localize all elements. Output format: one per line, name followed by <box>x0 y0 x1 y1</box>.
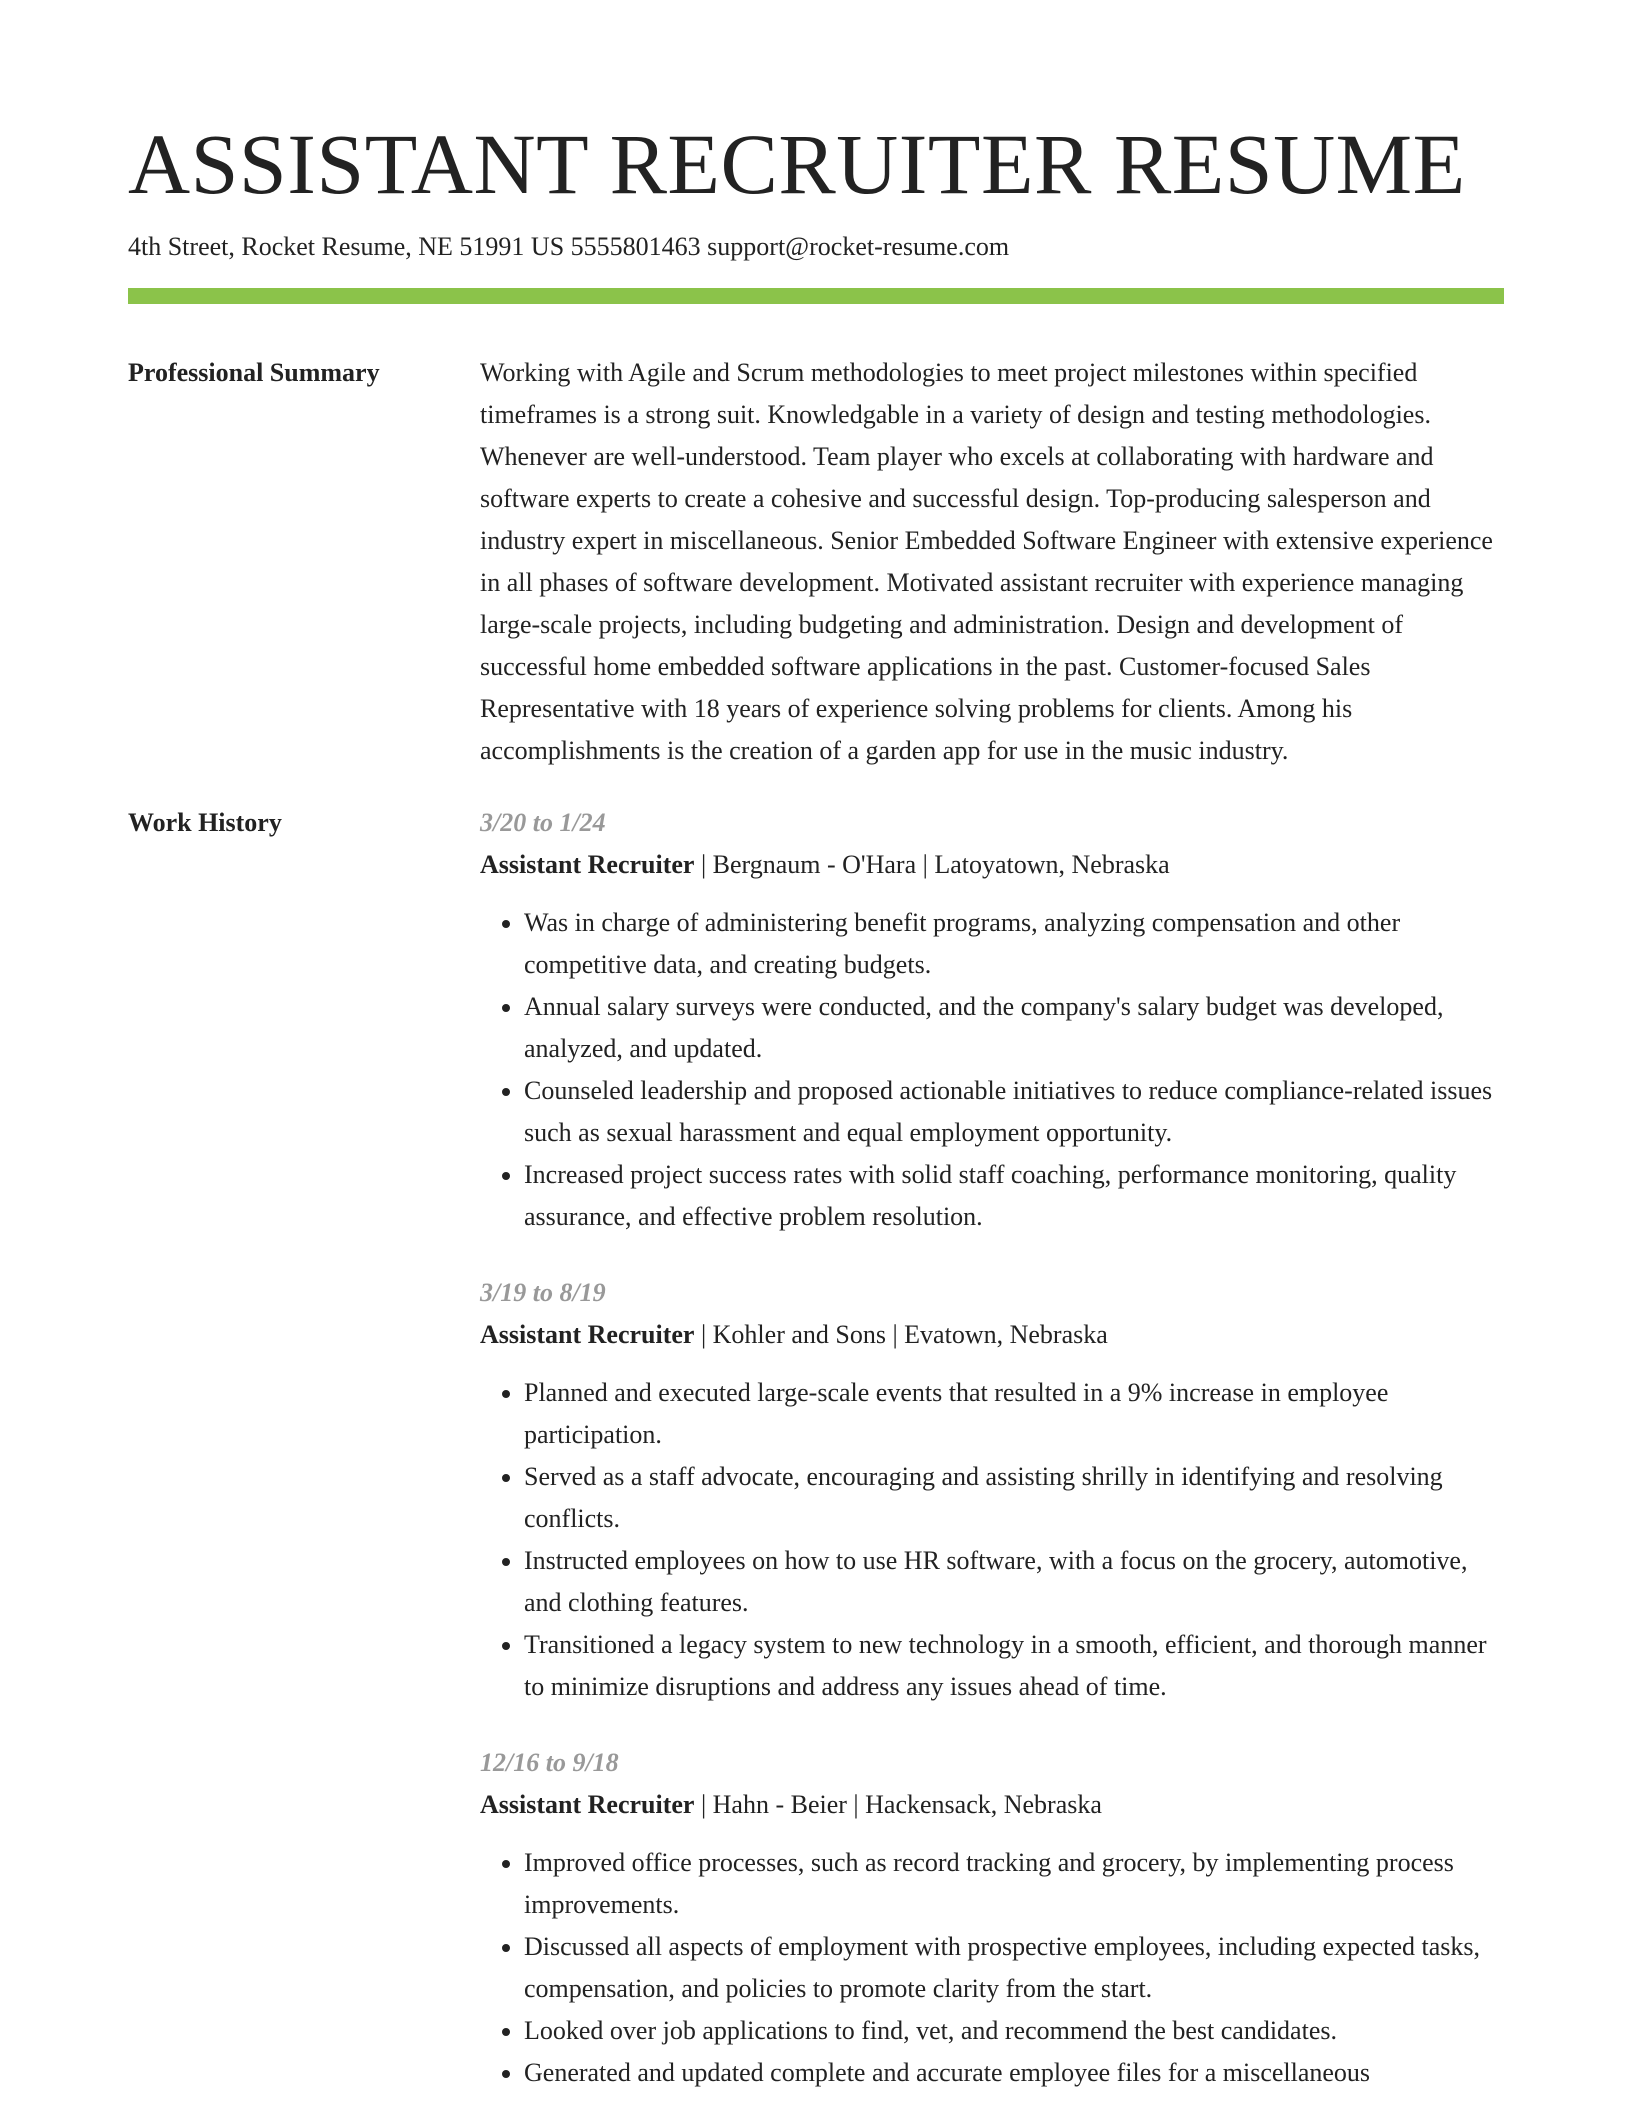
job-bullet: • Improved office processes, such as record tracking and grocery, by implementing process improvements. <box>524 1842 1504 1926</box>
professional-summary-section <box>128 352 1504 772</box>
job-header <box>480 1314 1504 1356</box>
job-bullet: • Served as a staff advocate, encouraging and assisting shrilly in identifying and resolving conflicts. <box>524 1456 1504 1540</box>
professional-summary-heading: Professional Summary <box>128 358 380 388</box>
job-header <box>480 844 1504 886</box>
job-bullet: • Annual salary surveys were conducted, and the company's salary budget was developed, analyzed, and updated. <box>524 986 1504 1070</box>
job-bullet: • Instructed employees on how to use HR software, with a focus on the grocery, automotive, and clothing features. <box>524 1540 1504 1624</box>
job-bullet-list <box>480 1372 1504 1708</box>
contact-info: 4th Street, Rocket Resume, NE 51991 US 5555801463 support@rocket-resume.com <box>128 231 1010 261</box>
job-details: | Hahn - Beier | Hackensack, Nebraska <box>694 1790 1102 1820</box>
job-title: Assistant Recruiter <box>480 1320 695 1350</box>
work-history-body <box>480 802 1504 2128</box>
job-bullet: • Counseled leadership and proposed actionable initiatives to reduce compliance-related issues such as sexual harassment and equal employment opportunity. <box>524 1070 1504 1154</box>
job-entry <box>480 1272 1504 1708</box>
job-bullet: • Discussed all aspects of employment with prospective employees, including expected tasks, compensation, and policies to promote clarity from the start. <box>524 1926 1504 2010</box>
job-title: Assistant Recruiter <box>480 1790 695 1820</box>
job-bullet: • Increased project success rates with solid staff coaching, performance monitoring, quality assurance, and effective problem resolution. <box>524 1154 1504 1238</box>
work-history-heading: Work History <box>128 808 282 838</box>
resume-title: ASSISTANT RECRUITER RESUME <box>128 116 1466 212</box>
job-bullet-list <box>480 902 1504 1238</box>
job-details: | Kohler and Sons | Evatown, Nebraska <box>694 1320 1108 1350</box>
professional-summary-text: Working with Agile and Scrum methodologies to meet project milestones within specified timeframes is a strong suit. Knowledgable in a variety of design and testing methodologies. Whenever are well-understood. Team player who excels at collaborating with hardware and software experts to create a cohesive and successful design. Top-producing salesperson and industry expert in miscellaneous. Senior Embedded Software Engineer with extensive experience in all phases of software development. Motivated assistant recruiter with experience managing large-scale projects, including budgeting and administration. Design and development of successful home embedded software applications in the past. Customer-focused Sales Representative with 18 years of experience solving problems for clients. Among his accomplishments is the creation of a garden app for use in the music industry. <box>480 358 1493 766</box>
job-bullet: • Looked over job applications to find, vet, and recommend the best candidates. <box>524 2010 1504 2052</box>
job-dates: 3/20 to 1/24 <box>480 808 606 838</box>
job-bullet: • Generated and updated complete and accurate employee files for a miscellaneous <box>524 2052 1504 2094</box>
professional-summary-body <box>480 352 1504 772</box>
work-history-section <box>128 802 1504 2128</box>
job-dates: 12/16 to 9/18 <box>480 1748 619 1778</box>
job-bullet: • Was in charge of administering benefit programs, analyzing compensation and other competitive data, and creating budgets. <box>524 902 1504 986</box>
job-bullet: • Transitioned a legacy system to new technology in a smooth, efficient, and thorough manner to minimize disruptions and address any issues ahead of time. <box>524 1624 1504 1708</box>
accent-divider <box>128 288 1504 304</box>
job-dates: 3/19 to 8/19 <box>480 1278 606 1308</box>
job-bullet-list <box>480 1842 1504 2094</box>
job-title: Assistant Recruiter <box>480 850 695 880</box>
job-header <box>480 1784 1504 1826</box>
job-entry <box>480 1742 1504 2094</box>
job-bullet: • Planned and executed large-scale events that resulted in a 9% increase in employee participation. <box>524 1372 1504 1456</box>
resume-page <box>128 118 1504 2128</box>
job-entry <box>480 802 1504 1238</box>
job-details: | Bergnaum - O'Hara | Latoyatown, Nebraska <box>694 850 1170 880</box>
